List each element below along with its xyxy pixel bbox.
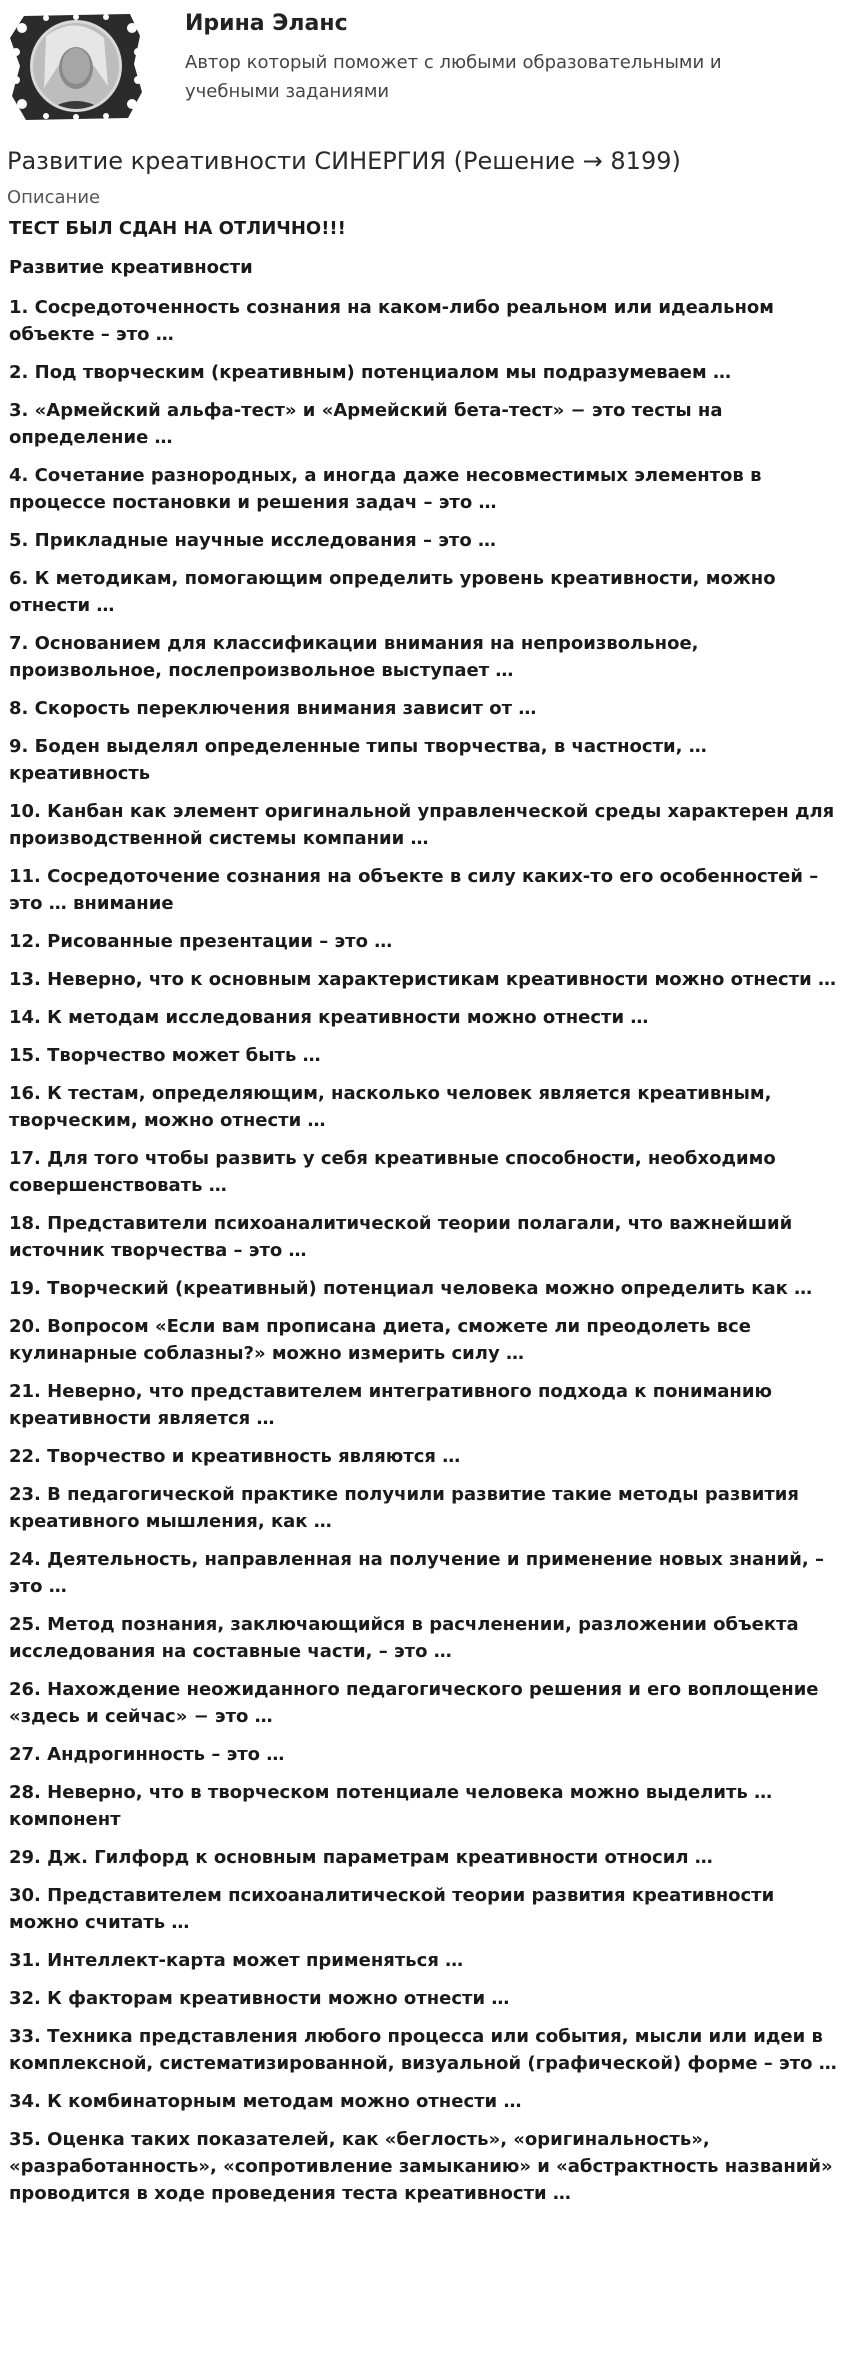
question-item: 6. К методикам, помогающим определить уровень креативности, можно отнести … [9, 568, 776, 616]
question-item: 20. Вопросом «Если вам прописана диета, сможете ли преодолеть все кулинарные соблазны?» можно измерить силу … [9, 1316, 751, 1364]
question-item: 16. К тестам, определяющим, насколько человек является креативным, творческим, можно отнести … [9, 1083, 772, 1131]
question-item: 19. Творческий (креативный) потенциал человека можно определить как … [9, 1278, 813, 1299]
question-item: 14. К методам исследования креативности можно отнести … [9, 1007, 649, 1028]
question-item: 2. Под творческим (креативным) потенциалом мы подразумеваем … [9, 362, 731, 383]
question-item: 11. Сосредоточение сознания на объекте в силу каких-то его особенностей – это … внимание [9, 866, 819, 914]
question-item: 30. Представителем психоаналитической теории развития креативности можно считать … [9, 1885, 775, 1933]
intro-text: ТЕСТ БЫЛ СДАН НА ОТЛИЧНО!!! [9, 218, 346, 239]
question-item: 1. Сосредоточенность сознания на каком-либо реальном или идеальном объекте – это … [9, 297, 774, 345]
author-avatar[interactable] [6, 6, 148, 126]
question-item: 24. Деятельность, направленная на получение и применение новых знаний, – это … [9, 1549, 824, 1597]
question-item: 28. Неверно, что в творческом потенциале человека можно выделить … компонент [9, 1782, 773, 1830]
question-item: 7. Основанием для классификации внимания на непроизвольное, произвольное, послепроизвольное выступает … [9, 633, 699, 681]
question-item: 33. Техника представления любого процесса или события, мысли или идеи в комплексной, систематизированной, визуальной (графической) форме – это … [9, 2026, 837, 2074]
question-item: 21. Неверно, что представителем интегративного подхода к пониманию креативности является … [9, 1381, 772, 1429]
question-item: 13. Неверно, что к основным характеристикам креативности можно отнести … [9, 969, 837, 990]
question-item: 34. К комбинаторным методам можно отнести … [9, 2091, 522, 2112]
question-item: 35. Оценка таких показателей, как «беглость», «оригинальность», «разработанность», «сопротивление замыканию» и «абстрактность названий» проводится в ходе проведения теста креативности … [9, 2129, 833, 2204]
question-item: 5. Прикладные научные исследования – это … [9, 530, 496, 551]
page-title: Развитие креативности СИНЕРГИЯ (Решение → 8199) [7, 147, 681, 175]
author-header [0, 0, 847, 135]
question-item: 18. Представители психоаналитической теории полагали, что важнейший источник творчества – это … [9, 1213, 793, 1261]
question-item: 12. Рисованные презентации – это … [9, 931, 393, 952]
question-item: 4. Сочетание разнородных, а иногда даже несовместимых элементов в процессе постановки и решения задач – это … [9, 465, 762, 513]
question-item: 22. Творчество и креативность являются … [9, 1446, 461, 1467]
question-item: 27. Андрогинность – это … [9, 1744, 285, 1765]
question-item: 3. «Армейский альфа-тест» и «Армейский бета-тест» − это тесты на определение … [9, 400, 723, 448]
question-item: 15. Творчество может быть … [9, 1045, 321, 1066]
question-item: 26. Нахождение неожиданного педагогического решения и его воплощение «здесь и сейчас» − это … [9, 1679, 819, 1727]
question-item: 9. Боден выделял определенные типы творчества, в частности, … креативность [9, 736, 707, 784]
question-item: 17. Для того чтобы развить у себя креативные способности, необходимо совершенствовать … [9, 1148, 776, 1196]
author-description: Автор который поможет с любыми образовательными и учебными заданиями [185, 52, 722, 102]
description-label: Описание [7, 187, 101, 208]
question-item: 31. Интеллект-карта может применяться … [9, 1950, 464, 1971]
question-item: 10. Канбан как элемент оригинальной управленческой среды характерен для производственной системы компании … [9, 801, 835, 849]
question-item: 25. Метод познания, заключающийся в расчленении, разложении объекта исследования на составные части, – это … [9, 1614, 799, 1662]
question-item: 23. В педагогической практике получили развитие такие методы развития креативного мышления, как … [9, 1484, 799, 1532]
section-heading: Развитие креативности [9, 257, 253, 278]
question-item: 29. Дж. Гилфорд к основным параметрам креативности относил … [9, 1847, 713, 1868]
question-list [9, 294, 839, 2207]
author-name[interactable]: Ирина Эланс [185, 11, 348, 36]
question-item: 32. К факторам креативности можно отнести … [9, 1988, 510, 2009]
question-item: 8. Скорость переключения внимания зависит от … [9, 698, 537, 719]
description-content [9, 215, 839, 2218]
